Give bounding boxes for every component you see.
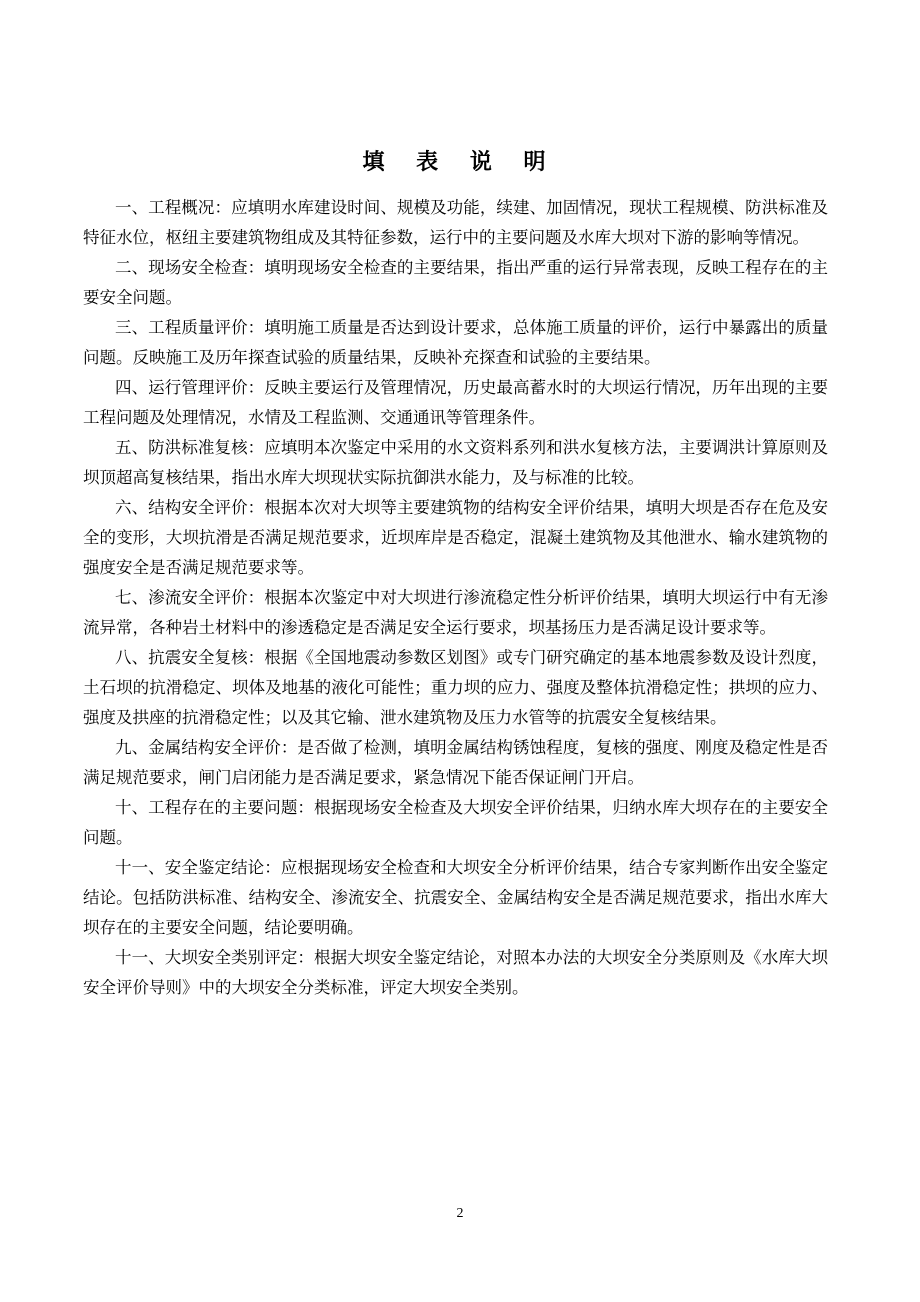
paragraph-site-inspection: 二、现场安全检查：填明现场安全检查的主要结果，指出严重的运行异常表现，反映工程存在的主要安全问题。 [83,258,828,307]
paragraph-project-overview: 一、工程概况：应填明水库建设时间、规模及功能，续建、加固情况，现状工程规模、防洪标准及特征水位，枢纽主要建筑物组成及其特征参数，运行中的主要问题及水库大坝对下游的影响等情况。 [83,198,828,247]
paragraph-operation-management: 四、运行管理评价：反映主要运行及管理情况，历史最高蓄水时的大坝运行情况，历年出现的主要工程问题及处理情况，水情及工程监测、交通通讯等管理条件。 [83,378,828,427]
paragraph-metal-structure: 九、金属结构安全评价：是否做了检测，填明金属结构锈蚀程度，复核的强度、刚度及稳定性是否满足规范要求，闸门启闭能力是否满足要求，紧急情况下能否保证闸门开启。 [83,738,828,787]
instructions-body [83,193,828,1003]
paragraph-seismic-safety: 八、抗震安全复核：根据《全国地震动参数区划图》或专门研究确定的基本地震参数及设计烈度，土石坝的抗滑稳定、坝体及地基的液化可能性；重力坝的应力、强度及整体抗滑稳定性；拱坝的应力、强度及拱座的抗滑稳定性；以及其它输、泄水建筑物及压力水管等的抗震安全复核结果。 [83,648,828,727]
paragraph-flood-standard: 五、防洪标准复核：应填明本次鉴定中采用的水文资料系列和洪水复核方法，主要调洪计算原则及坝顶超高复核结果，指出水库大坝现状实际抗御洪水能力，及与标准的比较。 [83,438,828,487]
paragraph-main-problems: 十、工程存在的主要问题：根据现场安全检查及大坝安全评价结果，归纳水库大坝存在的主要安全问题。 [83,798,828,847]
paragraph-appraisal-conclusion: 十一、安全鉴定结论：应根据现场安全检查和大坝安全分析评价结果，结合专家判断作出安全鉴定结论。包括防洪标准、结构安全、渗流安全、抗震安全、金属结构安全是否满足规范要求，指出水库大坝存在的主要安全问题，结论要明确。 [83,858,828,937]
paragraph-structural-safety: 六、结构安全评价：根据本次对大坝等主要建筑物的结构安全评价结果，填明大坝是否存在危及安全的变形，大坝抗滑是否满足规范要求，近坝库岸是否稳定，混凝土建筑物及其他泄水、输水建筑物的强度安全是否满足规范要求等。 [83,498,828,577]
page-number: 2 [456,1206,464,1221]
paragraph-safety-category: 十一、大坝安全类别评定：根据大坝安全鉴定结论，对照本办法的大坝安全分类原则及《水库大坝安全评价导则》中的大坝安全分类标准，评定大坝安全类别。 [83,948,828,997]
paragraph-seepage-safety: 七、渗流安全评价：根据本次鉴定中对大坝进行渗流稳定性分析评价结果，填明大坝运行中有无渗流异常，各种岩土材料中的渗透稳定是否满足安全运行要求，坝基扬压力是否满足设计要求等。 [83,588,828,637]
paragraph-quality-evaluation: 三、工程质量评价：填明施工质量是否达到设计要求，总体施工质量的评价，运行中暴露出的质量问题。反映施工及历年探查试验的质量结果，反映补充探查和试验的主要结果。 [83,318,828,367]
page-title: 填 表 说 明 [362,150,558,175]
